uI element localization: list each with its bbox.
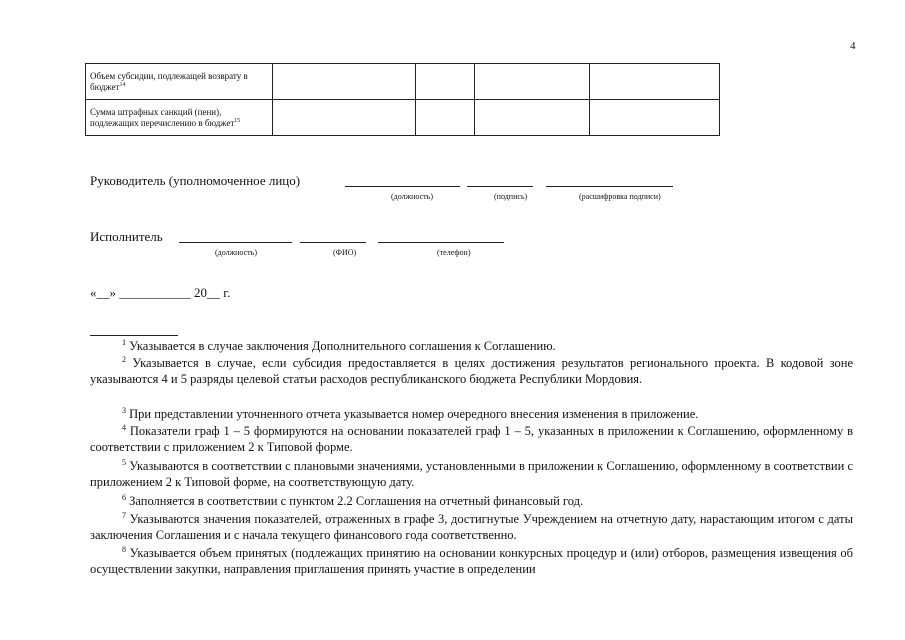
table-row: [86, 100, 720, 136]
page-number: 4: [850, 40, 856, 52]
executor-phone-line: [378, 242, 504, 243]
table-cell: [273, 100, 416, 136]
footnote-4: $^4$ Показатели граф 1 – 5 формируются на основании показателей граф 1 – 5, указанных в приложении к Соглашению, оформленному в соответствии с приложением 2 к Типовой форме.: [90, 422, 853, 454]
table-cell: [590, 100, 720, 136]
executor-position-caption: (должность): [215, 248, 257, 257]
table-cell: [416, 64, 475, 100]
executor-fio-line: [300, 242, 366, 243]
signature-line: [467, 186, 533, 187]
footnote-rule: [90, 335, 178, 336]
table-row: [86, 64, 720, 100]
footnote-1: $^1$ Указывается в случае заключения Дополнительного соглашения к Соглашению.: [122, 337, 556, 353]
head-label: Руководитель (уполномоченное лицо): [90, 173, 301, 188]
decoding-caption: (расшифровка подписи): [579, 192, 661, 201]
position-caption: (должность): [391, 192, 433, 201]
footnote-3: $^3$ При представлении уточненного отчета указывается номер очередного внесения изменения в приложение.: [122, 405, 699, 421]
executor-position-line: [179, 242, 292, 243]
subsidy-table: [85, 63, 720, 136]
footnote-2: $^2$ Указывается в случае, если субсидия предоставляется в целях достижения результатов регионального проекта. В кодовой зоне указываются 4 и 5 разряды целевой статьи расходов республиканского бюджета Республики Мордовия.: [90, 354, 854, 386]
row-label: Сумма штрафных санкций (пени), подлежащих перечислению в бюджет$^{15}$: [86, 100, 273, 136]
table-cell: [590, 64, 720, 100]
footnote-5: $^5$ Указываются в соответствии с плановыми значениями, установленными в приложении к Соглашению, оформленному в соответствии с приложением 2 к Типовой форме, на соответствующую дату.: [90, 457, 853, 489]
executor-label: Исполнитель: [90, 229, 163, 244]
table-cell: [273, 64, 416, 100]
position-line: [345, 186, 460, 187]
date-line: «__» ___________ 20__ г.: [90, 285, 231, 300]
row-label: Объем субсидии, подлежащей возврату в бюджет$^{14}$: [86, 64, 273, 100]
footnote-7: $^7$ Указываются значения показателей, отраженных в графе 3, достигнутые Учреждением на отчетную дату, нарастающим итогом с даты заключения Соглашения и с начала текущего финансового года соответственно.: [90, 510, 853, 542]
executor-phone-caption: (телефон): [437, 248, 471, 257]
footnote-8: $^8$ Указывается объем принятых (подлежащих принятию на основании конкурсных процедур и (или) отборов, размещения извещения об осуществлении закупки, направления приглашения принять участие в определении: [90, 544, 854, 576]
table-cell: [475, 100, 590, 136]
decoding-line: [546, 186, 673, 187]
footnote-6: $^6$ Заполняется в соответствии с пунктом 2.2 Соглашения на отчетный финансовый год.: [122, 492, 584, 508]
table-cell: [416, 100, 475, 136]
executor-fio-caption: (ФИО): [333, 248, 357, 257]
table-cell: [475, 64, 590, 100]
signature-caption: (подпись): [494, 192, 528, 201]
